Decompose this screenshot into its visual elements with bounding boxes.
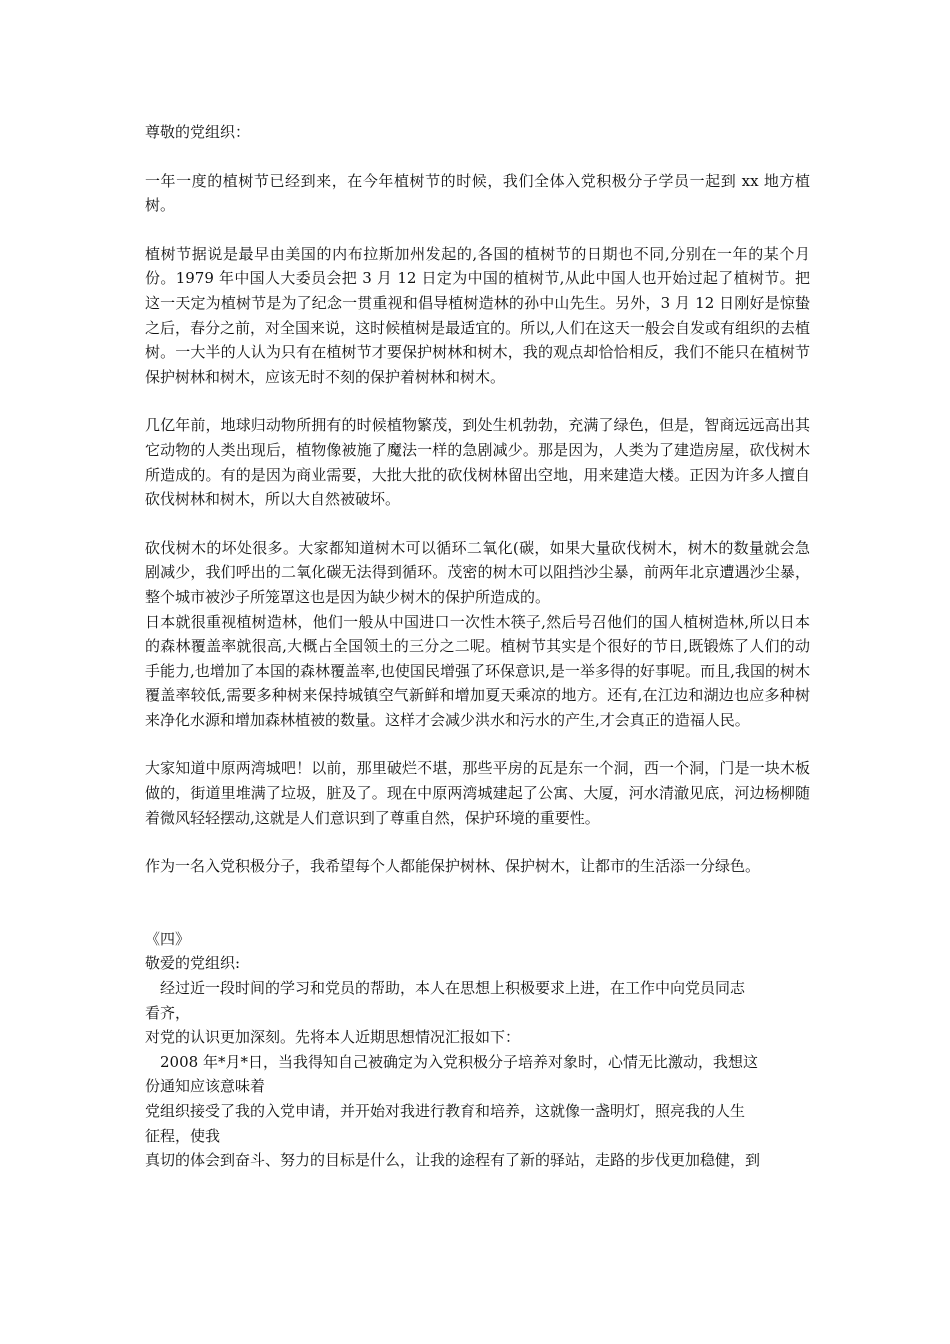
spacer <box>145 830 810 854</box>
letter2-line: 党组织接受了我的入党申请，并开始对我进行教育和培养，这就像一盏明灯，照亮我的人生 <box>145 1102 746 1120</box>
letter2-line: 真切的体会到奋斗、努力的目标是什么，让我的途程有了新的驿站，走路的步伐更加稳健，到 <box>145 1151 761 1170</box>
spacer <box>145 879 810 927</box>
letter2-line: 征程，使我 <box>145 1126 221 1145</box>
spacer <box>145 218 810 242</box>
letter1-paragraph: 大家知道中原两湾城吧！以前，那里破烂不堪，那些平房的瓦是东一个洞，西一个洞，门是一块木板做的，街道里堆满了垃圾，脏及了。现在中原两湾城建起了公寓、大厦，河水清澈见底，河边杨柳随着微风轻轻摆动,这就是人们意识到了尊重自然，保护环境的重要性。 <box>145 759 810 827</box>
letter2-line: 看齐， <box>145 1003 191 1022</box>
document-page <box>145 120 810 1173</box>
letter1-paragraph: 几亿年前，地球归动物所拥有的时候植物繁茂，到处生机勃勃，充满了绿色，但是，智商远远高出其它动物的人类出现后，植物像被施了魔法一样的急剧减少。那是因为，人类为了建造房屋，砍伐树木所造成的。有的是因为商业需要，大批大批的砍伐树林留出空地，用来建造大楼。正因为许多人擅自砍伐树林和树木，所以大自然被破坏。 <box>145 416 810 509</box>
spacer <box>145 145 810 169</box>
letter2-salutation: 敬爱的党组织: <box>145 954 241 973</box>
letter2-line: 经过近一段时间的学习和党员的帮助，本人在思想上积极要求上进，在工作中向党员同志 <box>145 979 746 998</box>
letter2-line: 对党的认识更加深刻。先将本人近期思想情况汇报如下： <box>145 1028 521 1047</box>
letter2-heading: 《四》 <box>145 929 191 948</box>
letter1-paragraph: 砍伐树木的坏处很多。大家都知道树木可以循环二氧化(碳，如果大量砍伐树木，树木的数量就会急剧减少，我们呼出的二氧化碳无法得到循环。茂密的树木可以阻挡沙尘暴，前两年北京遭遇沙尘暴，整个城市被沙子所笼罩这也是因为缺少树木的保护所造成的。 <box>145 538 810 606</box>
spacer <box>145 389 810 413</box>
letter1-closing: 作为一名入党积极分子，我希望每个人都能保护树林、保护树木，让都市的生活添一分绿色。 <box>145 857 761 876</box>
letter1-paragraph: 日本就很重视植树造林，他们一般从中国进口一次性木筷子,然后号召他们的国人植树造林,所以日本的森林覆盖率就很高,大概占全国领土的三分之二呢。植树节其实是个很好的节日,既锻炼了人们的动手能力,也增加了本国的森林覆盖率,也使国民增强了环保意识,是一举多得的好事呢。而且,我国的树木覆盖率较低,需要多种树来保持城镇空气新鲜和增加夏天乘凉的地方。还有,在江边和湖边也应多种树来净化水源和增加森林植被的数量。这样才会减少洪水和污水的产生,才会真正的造福人民。 <box>145 612 810 729</box>
letter2-line: 2008 年*月*日，当我得知自己被确定为入党积极分子培养对象时，心情无比激动，我想这 <box>145 1052 758 1071</box>
letter1-paragraph: 植树节据说是最早由美国的内布拉斯加州发起的,各国的植树节的日期也不同,分别在一年的某个月份。1979 年中国人大委员会把 3 月 12 日定为中国的植树节,从此中国人也开始过起了植树节。把这一天定为植树节是为了纪念一贯重视和倡导植树造林的孙中山先生。另外，3 月 12 日刚好是惊蛰之后，春分之前，对全国来说，这时候植树是最适宜的。所以,人们在这天一般会自发或有组织的去植树。一大半的人认为只有在植树节才要保护树林和树木，我的观点却恰恰相反，我们不能只在植树节保护树林和树木，应该无时不刻的保护着树林和树木。 <box>145 244 810 386</box>
spacer <box>145 512 810 536</box>
letter2-line: 份通知应该意味着 <box>145 1077 266 1096</box>
spacer <box>145 732 810 756</box>
letter1-paragraph: 一年一度的植树节已经到来，在今年植树节的时候，我们全体入党积极分子学员一起到 xx 地方植树。 <box>145 171 810 215</box>
letter1-salutation: 尊敬的党组织： <box>145 123 251 141</box>
